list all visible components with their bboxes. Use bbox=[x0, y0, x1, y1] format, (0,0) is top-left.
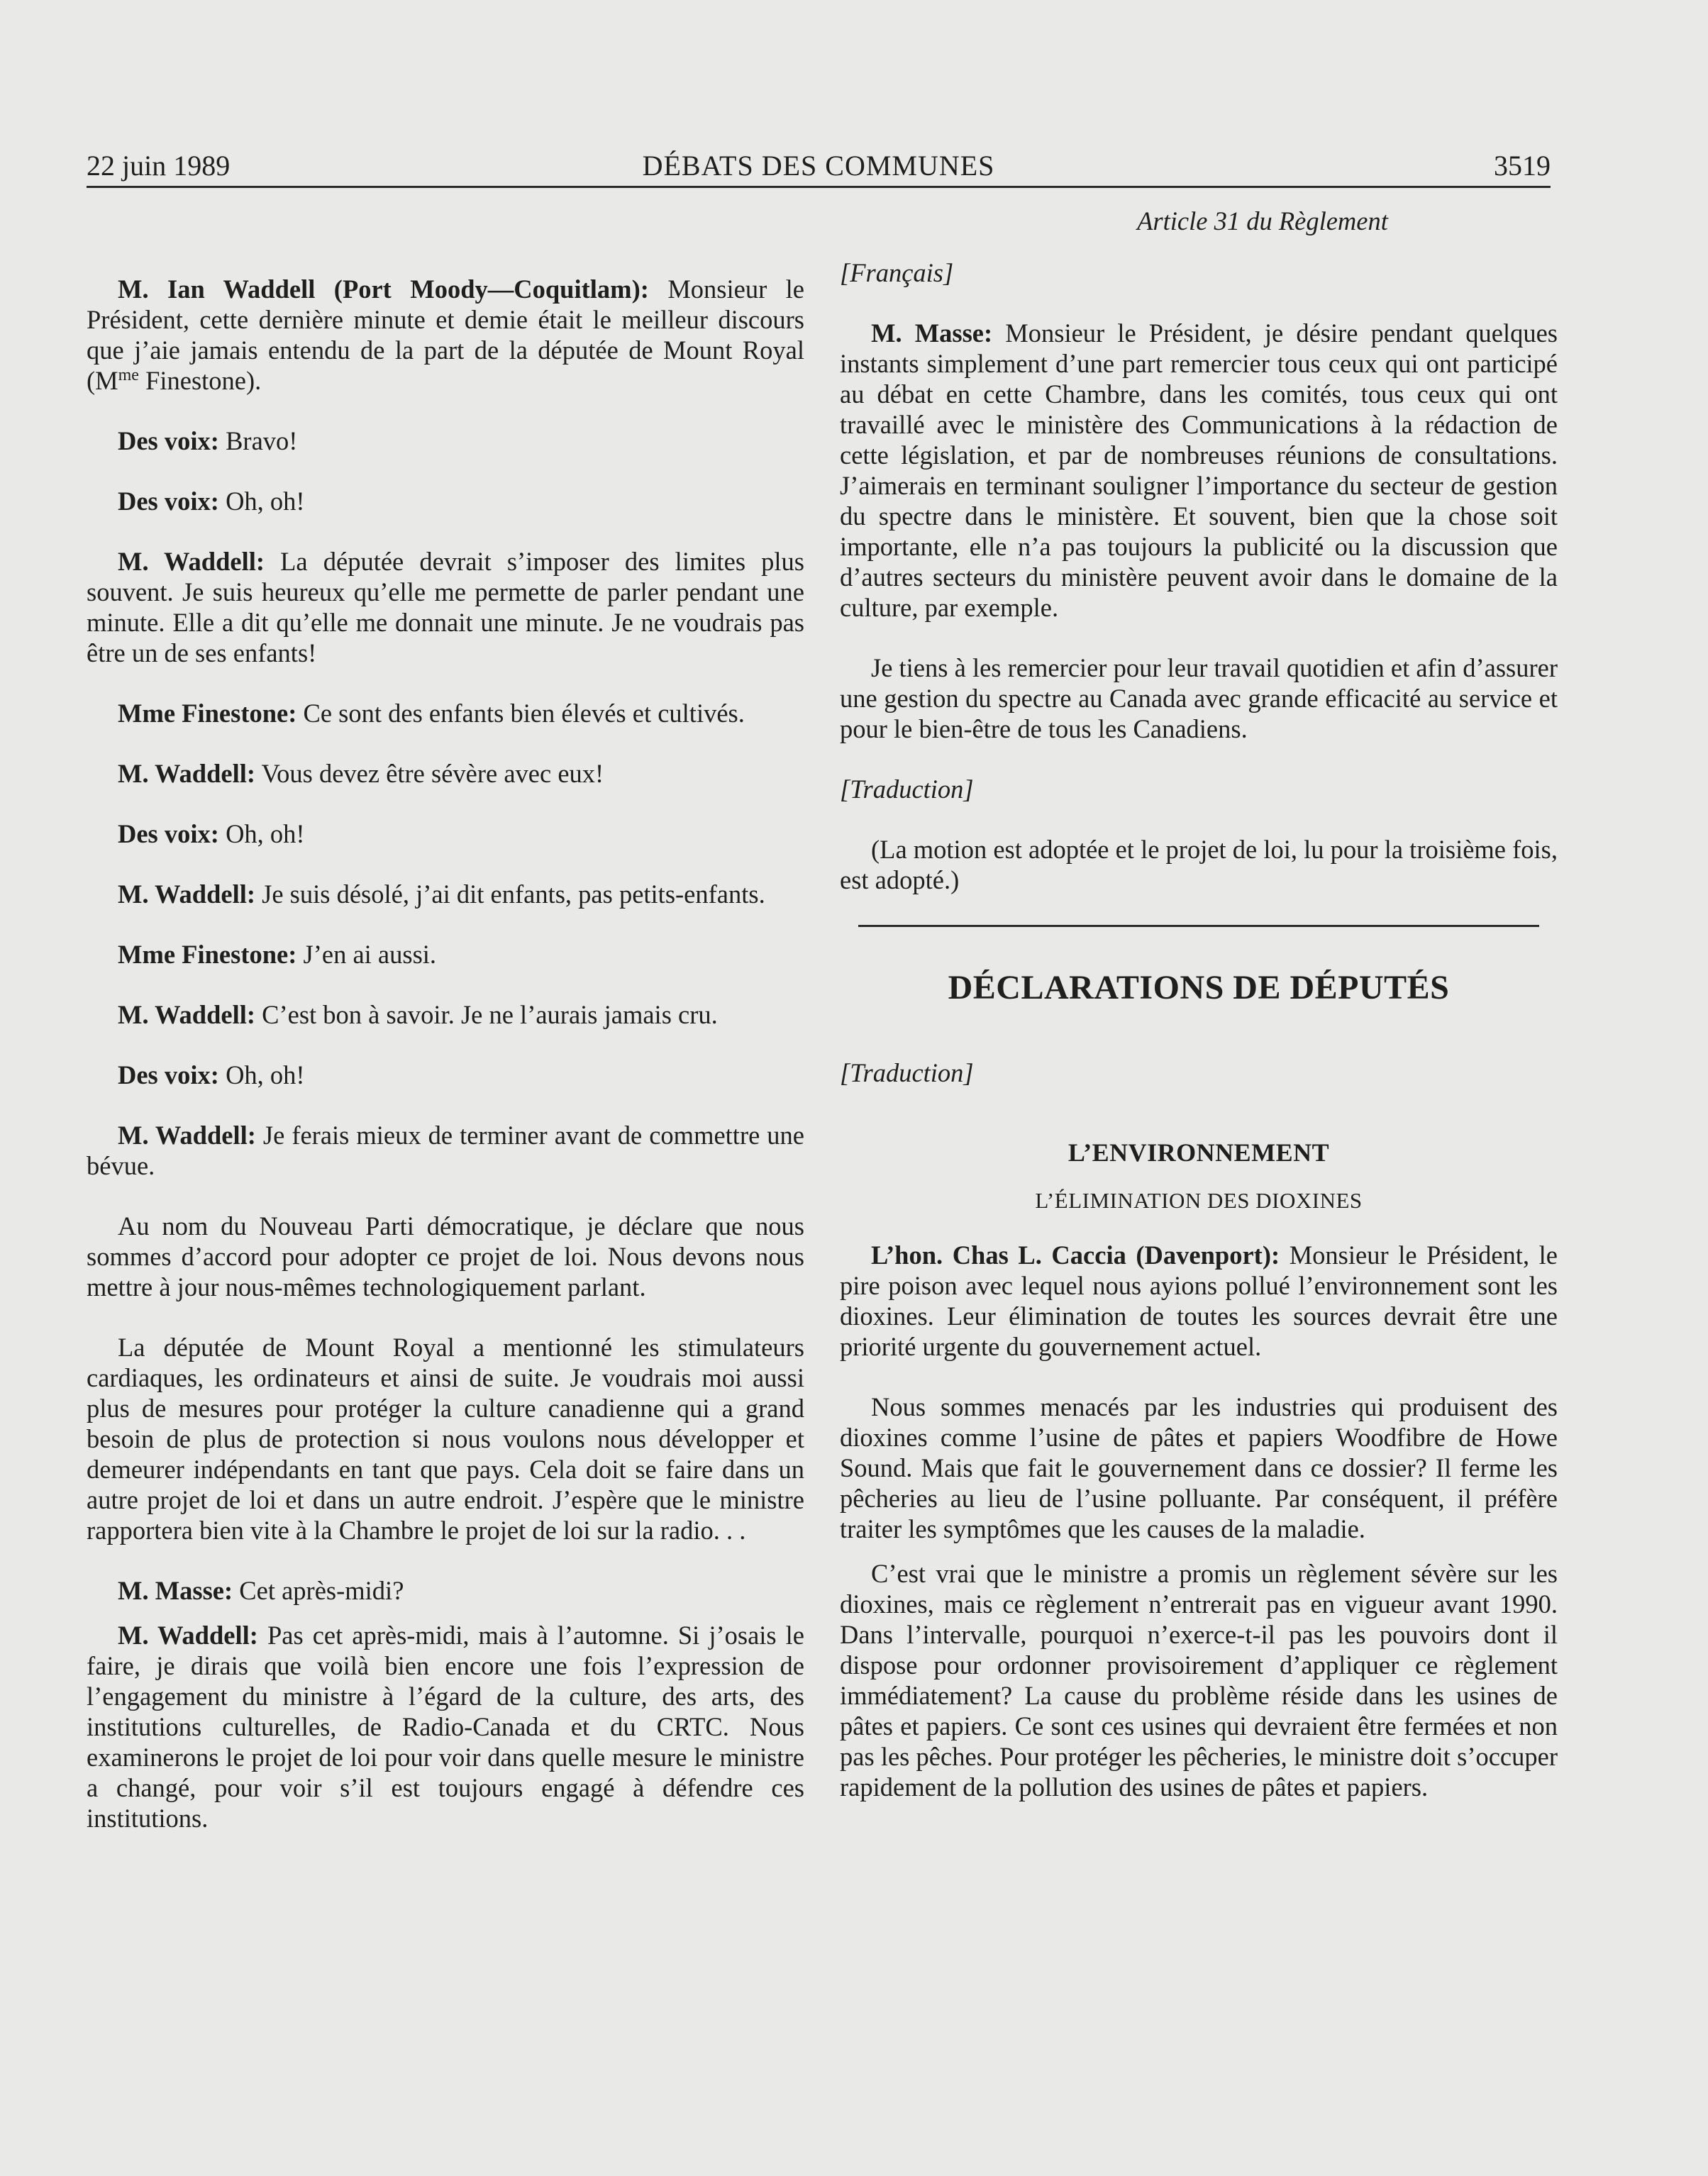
paragraph bbox=[87, 698, 804, 728]
paragraph-text: Au nom du Nouveau Parti démocratique, je déclare que nous sommes d’accord pour adopter ce projet de loi. Nous devons nous mettre à jour nous-mêmes technologiquement parlant. bbox=[87, 1211, 804, 1301]
paragraph-text: Monsieur le Président, le pire poison avec lequel nous ayions pollué l’environnement sont les dioxines. Leur élimination de toutes les sources devrait être une priorité urgente du gouvernement actuel. bbox=[840, 1240, 1558, 1361]
paragraph-caccia bbox=[840, 1240, 1558, 1362]
paragraph bbox=[87, 1575, 804, 1606]
paragraph-text: Vous devez être sévère avec eux! bbox=[255, 759, 604, 788]
paragraph-masse bbox=[840, 318, 1558, 623]
paragraph bbox=[87, 1620, 804, 1833]
speaker-label: M. Masse: bbox=[118, 1576, 233, 1605]
paragraph bbox=[87, 999, 804, 1030]
superscript: me bbox=[118, 365, 139, 384]
speaker-label: Des voix: bbox=[118, 819, 219, 848]
paragraph bbox=[87, 486, 804, 516]
paragraph-text: Monsieur le Président, cette dernière minute et demie était le meilleur discours que j’aie jamais entendu de la part de la députée de Mount Royal (M bbox=[87, 274, 805, 395]
article-heading: Article 31 du Règlement bbox=[1137, 206, 1388, 235]
paragraph-text: Je suis désolé, j’ai dit enfants, pas petits-enfants. bbox=[255, 879, 765, 909]
speaker-label: M. Waddell: bbox=[118, 547, 265, 576]
paragraph bbox=[87, 1211, 804, 1302]
header-title: DÉBATS DES COMMUNES bbox=[642, 150, 995, 182]
paragraph-text: Finestone). bbox=[138, 366, 262, 395]
paragraph bbox=[840, 1392, 1558, 1544]
paragraph bbox=[87, 1120, 804, 1181]
header-date: 22 juin 1989 bbox=[87, 150, 231, 182]
speaker-label: Mme Finestone: bbox=[118, 940, 297, 969]
speaker-label: M. Waddell: bbox=[118, 879, 256, 909]
paragraph-text: Nous sommes menacés par les industries qui produisent des dioxines comme l’usine de pâtes et papiers Woodfibre de Howe Sound. Mais que fait le gouvernement dans ce dossier? Il ferme les pêcheries au lieu de l’usine polluante. Par conséquent, il préfère traiter les symptômes que les causes de la maladie. bbox=[840, 1392, 1558, 1543]
paragraph bbox=[840, 653, 1558, 744]
paragraph bbox=[87, 1060, 804, 1090]
language-marker: [Traduction] bbox=[840, 1058, 974, 1087]
page-header bbox=[87, 145, 1551, 187]
paragraph-text: Oh, oh! bbox=[218, 487, 305, 516]
paragraph-text: C’est vrai que le ministre a promis un règlement sévère sur les dioxines, mais ce règlement n’entrerait pas en vigueur avant 1990. Dans l’intervalle, pourquoi n’exerce-t-il pas les pouvoirs dont il dispose pour ordonner provisoirement d’appliquer ce règlement immédiatement? La cause du problème réside dans les usines de pâtes et papiers. Ce sont ces usines qui devraient être fermées et non pas les pêches. Pour protéger les pêcheries, le ministre doit s’occuper rapidement de la pollution des usines de pâtes et papiers. bbox=[840, 1559, 1558, 1802]
topic-heading: L’ENVIRONNEMENT bbox=[1068, 1138, 1330, 1167]
paragraph-waddell-opening bbox=[87, 274, 804, 396]
speaker-label: Des voix: bbox=[118, 426, 219, 455]
section-title: DÉCLARATIONS DE DÉPUTÉS bbox=[948, 969, 1450, 1006]
paragraph-text: Cet après-midi? bbox=[233, 1576, 404, 1605]
language-marker: [Traduction] bbox=[840, 775, 974, 804]
subtopic-heading: L’ÉLIMINATION DES DIOXINES bbox=[1035, 1188, 1363, 1213]
paragraph-text: Ce sont des enfants bien élevés et cultivés. bbox=[296, 699, 745, 728]
language-marker: [Français] bbox=[840, 258, 954, 287]
paragraph bbox=[87, 426, 804, 456]
paragraph-text: Je ferais mieux de terminer avant de commettre une bévue. bbox=[87, 1121, 805, 1180]
paragraph bbox=[87, 879, 804, 909]
paragraph-text: La députée devrait s’imposer des limites plus souvent. Je suis heureux qu’elle me permette de parler pendant une minute. Elle a dit qu’elle me donnait une minute. Je ne voudrais pas être un de ses enfants! bbox=[87, 547, 804, 667]
speaker-label: M. Waddell: bbox=[118, 1621, 258, 1650]
paragraph-text: La députée de Mount Royal a mentionné les stimulateurs cardiaques, les ordinateurs et ainsi de suite. Je voudrais moi aussi plus de mesures pour protéger la culture canadienne qui a grand besoin de plus de protection si nous voulons nous développer et demeurer indépendants en tant que pays. Cela doit se faire dans un autre projet de loi et dans un autre endroit. J’espère que le ministre rapportera bien vite à la Chambre le projet de loi sur la radio. . . bbox=[87, 1333, 804, 1545]
header-rule bbox=[87, 186, 1551, 188]
paragraph-text: J’en ai aussi. bbox=[296, 940, 437, 969]
motion-text: (La motion est adoptée et le projet de loi, lu pour la troisième fois, est adopté.) bbox=[840, 835, 1558, 894]
paragraph-text: C’est bon à savoir. Je ne l’aurais jamais cru. bbox=[255, 1000, 718, 1029]
speaker-label: M. Waddell: bbox=[118, 759, 256, 788]
left-column bbox=[87, 206, 804, 1863]
paragraph-text: Je tiens à les remercier pour leur travail quotidien et afin d’assurer une gestion du spectre au Canada avec grande efficacité au service et pour le bien-être de tous les Canadiens. bbox=[840, 653, 1558, 743]
paragraph bbox=[87, 818, 804, 849]
paragraph bbox=[87, 939, 804, 970]
speaker-label: Des voix: bbox=[118, 1060, 219, 1089]
speaker-label: M. Masse: bbox=[871, 318, 993, 348]
paragraph bbox=[840, 1558, 1558, 1802]
speaker-label: M. Waddell: bbox=[118, 1000, 256, 1029]
paragraph bbox=[87, 758, 804, 789]
paragraph bbox=[87, 546, 804, 668]
paragraph-text: Oh, oh! bbox=[218, 1060, 305, 1089]
paragraph-text: Bravo! bbox=[218, 426, 298, 455]
speaker-label: Des voix: bbox=[118, 487, 219, 516]
header-page-number: 3519 bbox=[1494, 150, 1551, 182]
paragraph bbox=[87, 1332, 804, 1545]
speaker-label: Mme Finestone: bbox=[118, 699, 297, 728]
paragraph-text: Monsieur le Président, je désire pendant quelques instants simplement d’une part remercier tous ceux qui ont participé au débat en cette Chambre, dans les comités, tous ceux qui ont travaillé avec le ministère des Communications à la rédaction de cette législation, et par de nombreuses réunions de consultations. J’aimerais en terminant souligner l’importance du secteur de gestion du spectre dans le ministère. Et souvent, bien que la chose soit importante, elle n’a pas toujours la publicité ou la discussion que d’autres secteurs du ministère peuvent avoir dans le domaine de la culture, par exemple. bbox=[840, 318, 1558, 622]
speaker-label: M. Waddell: bbox=[118, 1121, 256, 1150]
paragraph-text: Pas cet après-midi, mais à l’automne. Si j’osais le faire, je dirais que voilà bien encore une fois l’expression de l’engagement du ministre à l’égard de la culture, des arts, des institutions culturelles, de Radio-Canada et du CRTC. Nous examinerons le projet de loi pour voir dans quelle mesure le ministre a changé, pour voir s’il est toujours engagé à défendre ces institutions. bbox=[87, 1621, 804, 1833]
paragraph-text: Oh, oh! bbox=[218, 819, 305, 848]
speaker-label: M. Ian Waddell (Port Moody—Coquitlam): bbox=[118, 274, 649, 304]
section-divider bbox=[858, 925, 1539, 927]
right-column bbox=[840, 206, 1558, 1832]
speaker-label: L’hon. Chas L. Caccia (Davenport): bbox=[871, 1240, 1280, 1270]
